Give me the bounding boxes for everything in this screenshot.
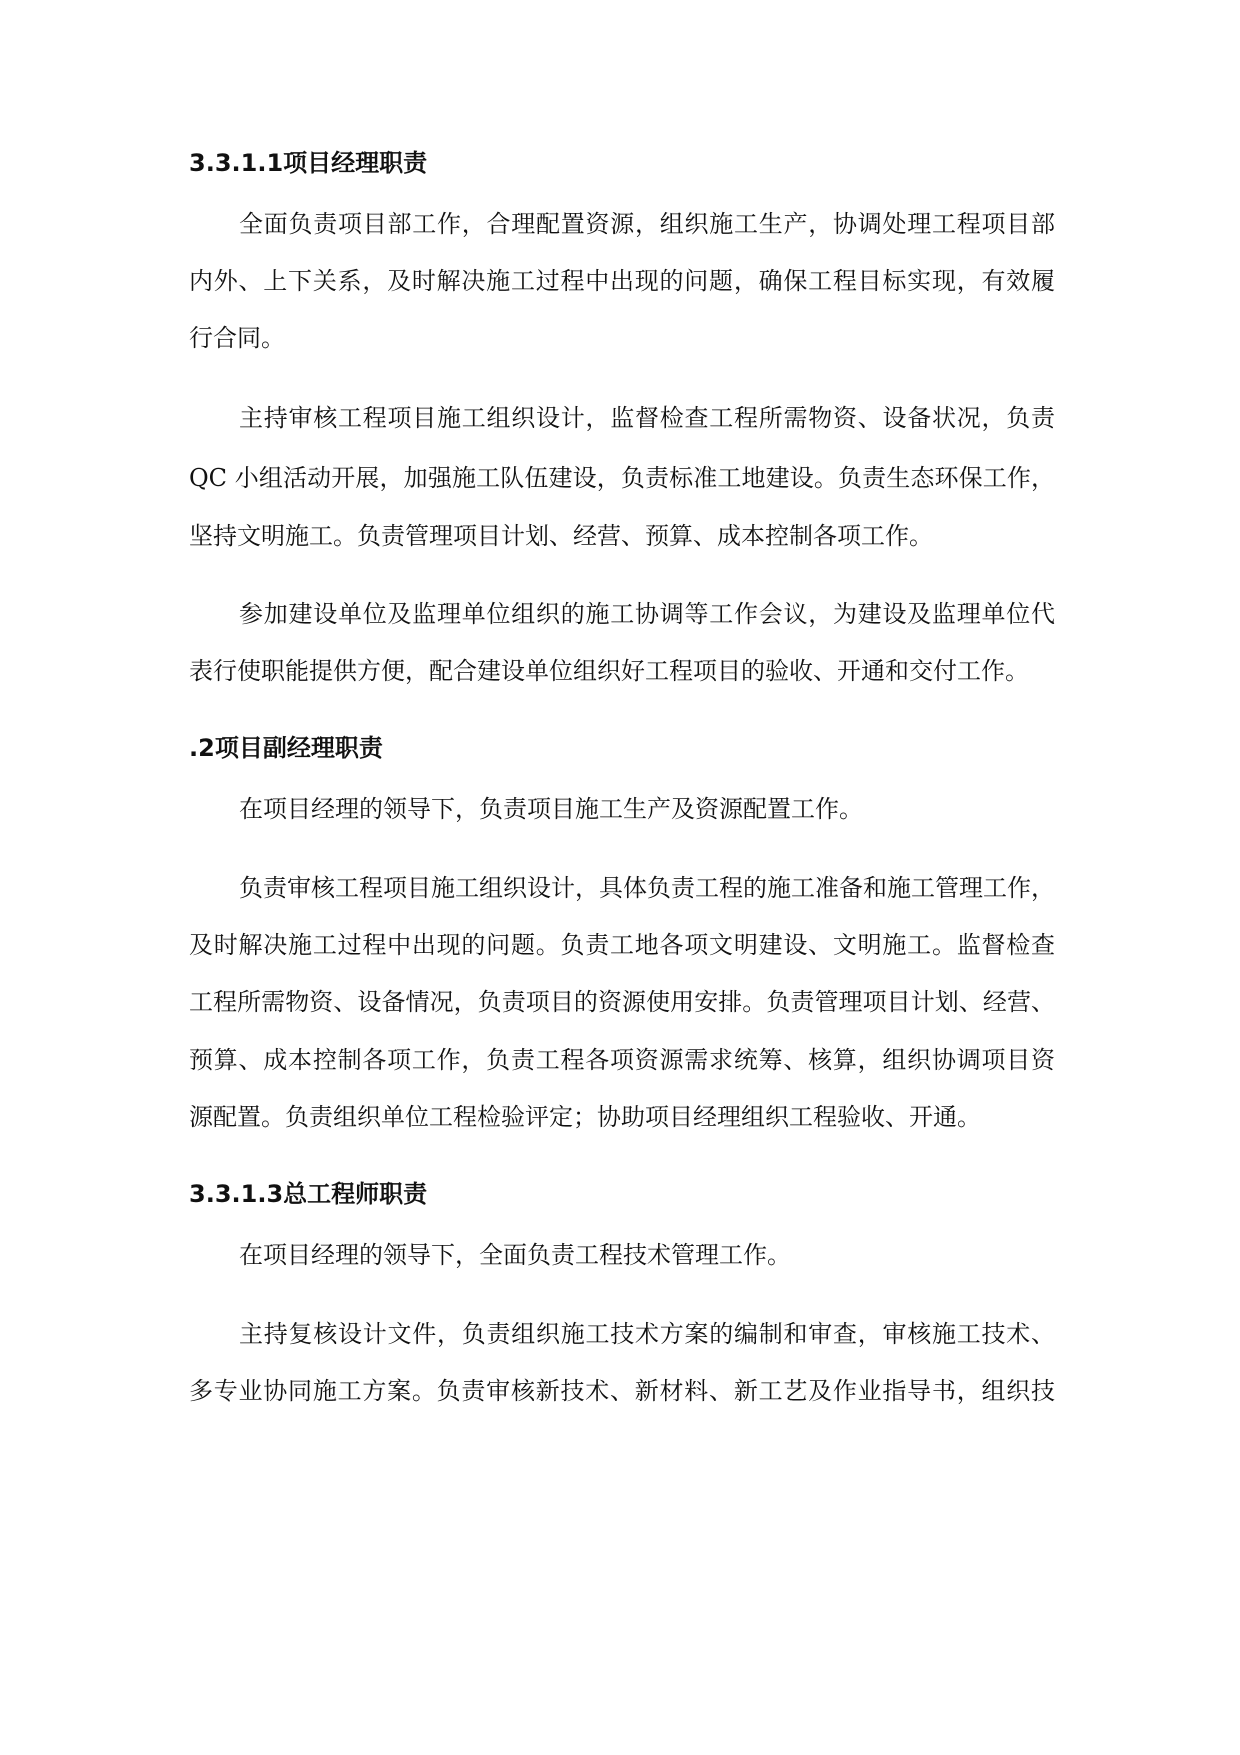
text-line: QC 小组活动开展，加强施工队伍建设，负责标准工地建设。负责生态环保工作， [189,464,1055,492]
text-line: 全面负责项目部工作，合理配置资源，组织施工生产，协调处理工程项目部 [239,210,1055,238]
text-line: 内外、上下关系，及时解决施工过程中出现的问题，确保工程目标实现，有效履 [189,267,1055,295]
section-heading-project-manager: 3.3.1.1项目经理职责 [189,149,428,177]
text-line: 参加建设单位及监理单位组织的施工协调等工作会议，为建设及监理单位代 [239,600,1055,628]
section-heading-deputy-manager: .2项目副经理职责 [189,734,383,762]
text-line: 负责审核工程项目施工组织设计，具体负责工程的施工准备和施工管理工作， [239,874,1055,902]
section-heading-chief-engineer: 3.3.1.3总工程师职责 [189,1180,428,1208]
text-line: 坚持文明施工。负责管理项目计划、经营、预算、成本控制各项工作。 [189,522,933,550]
text-line: 源配置。负责组织单位工程检验评定；协助项目经理组织工程验收、开通。 [189,1103,981,1131]
text-line: 主持审核工程项目施工组织设计，监督检查工程所需物资、设备状况，负责 [239,404,1055,432]
text-line: 在项目经理的领导下，全面负责工程技术管理工作。 [239,1241,791,1269]
text-line: 行合同。 [189,324,285,352]
text-line: 工程所需物资、设备情况，负责项目的资源使用安排。负责管理项目计划、经营、 [189,988,1055,1016]
text-line: 及时解决施工过程中出现的问题。负责工地各项文明建设、文明施工。监督检查 [189,931,1055,959]
text-line: 表行使职能提供方便，配合建设单位组织好工程项目的验收、开通和交付工作。 [189,657,1029,685]
text-line: 预算、成本控制各项工作，负责工程各项资源需求统筹、核算，组织协调项目资 [189,1046,1055,1074]
text-line: 主持复核设计文件，负责组织施工技术方案的编制和审查，审核施工技术、 [239,1320,1055,1348]
text-line: 多专业协同施工方案。负责审核新技术、新材料、新工艺及作业指导书，组织技 [189,1377,1055,1405]
text-line: 在项目经理的领导下，负责项目施工生产及资源配置工作。 [239,795,863,823]
